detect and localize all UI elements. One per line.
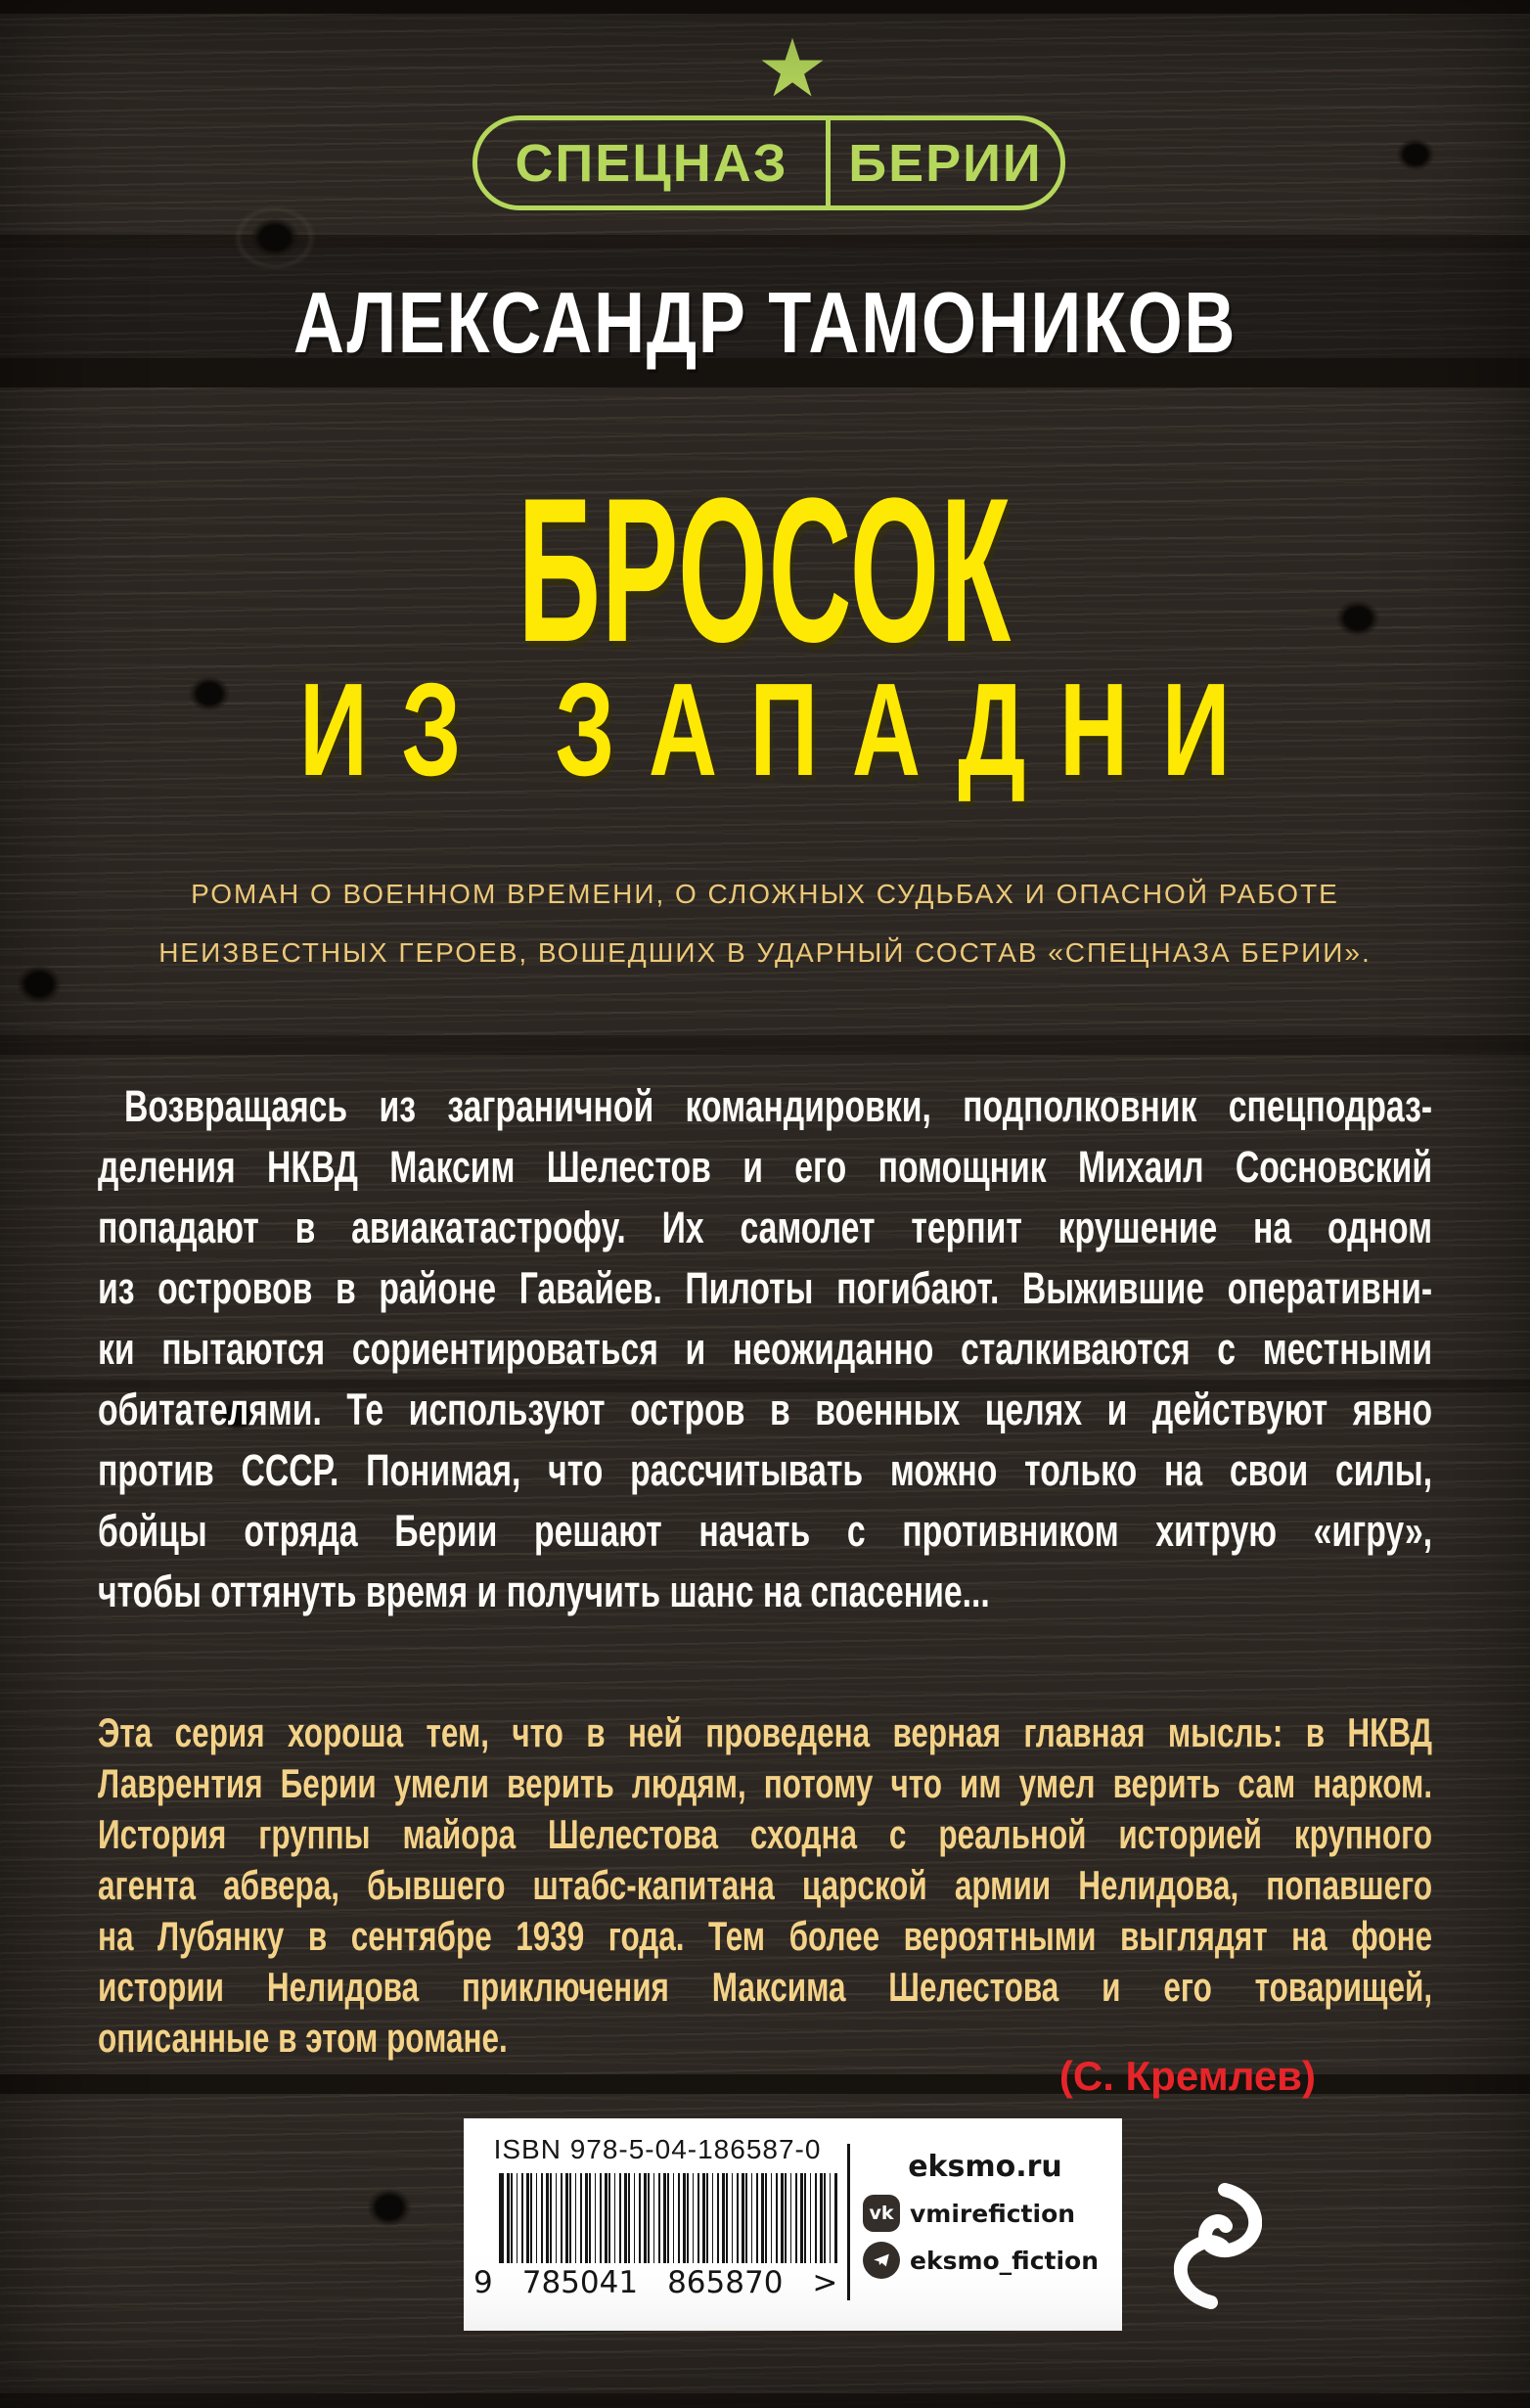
barcode-group2: 865870 xyxy=(667,2265,784,2300)
review-line: Лаврентия Берии умели верить людям, потому что им умел верить сам нарком. xyxy=(98,1760,1433,1806)
vk-row xyxy=(863,2195,1123,2232)
star-icon: ★ xyxy=(756,23,829,115)
author-name: АЛЕКСАНДР ТАМОНИКОВ xyxy=(292,274,1238,371)
telegram-handle: eksmo_fiction xyxy=(910,2246,1100,2275)
review-line: История группы майора Шелестова сходна с реальной историей крупного xyxy=(98,1811,1433,1857)
book-title-line2: ИЗ ЗАПАДНИ xyxy=(299,656,1265,803)
series-badge-right: БЕРИИ xyxy=(848,133,1043,193)
telegram-row xyxy=(863,2242,1123,2279)
vk-handle: vmirefiction xyxy=(910,2199,1076,2228)
synopsis-line: ки пытаются сориентироваться и неожиданно сталкиваются с местными xyxy=(98,1324,1433,1374)
review-line: описанные в этом романе. xyxy=(98,2015,508,2061)
synopsis-line: обитателями. Те используют остров в военных целях и действуют явно xyxy=(98,1385,1433,1434)
telegram-icon xyxy=(863,2242,900,2279)
footer-divider xyxy=(847,2144,850,2300)
isbn-barcode-box xyxy=(464,2118,1122,2331)
publisher-website: eksmo.ru xyxy=(908,2150,1062,2184)
synopsis-line: попадают в авиакатастрофу. Их самолет терпит крушение на одном xyxy=(98,1203,1433,1252)
review-line: истории Нелидова приключения Максима Шелестова и его товарищей, xyxy=(98,1964,1433,2010)
isbn-number: ISBN 978-5-04-186587-0 xyxy=(493,2134,822,2164)
review-line: на Лубянку в сентябре 1939 года. Тем более вероятными выглядят на фоне xyxy=(98,1913,1433,1959)
eksmo-logo-icon xyxy=(1174,2180,1262,2312)
synopsis-line: деления НКВД Максим Шелестов и его помощник Михаил Сосновский xyxy=(98,1142,1433,1192)
review-line: агента абвера, бывшего штабс-капитана царской армии Нелидова, попавшего xyxy=(98,1862,1433,1908)
review-attribution: (С. Кремлев) xyxy=(1058,2053,1316,2099)
synopsis-line: чтобы оттянуть время и получить шанс на спасение... xyxy=(98,1567,990,1616)
synopsis xyxy=(98,1076,1432,1622)
vk-icon-glyph: vk xyxy=(869,2203,894,2224)
vk-icon xyxy=(863,2195,900,2232)
series-badge-left: СПЕЦНАЗ xyxy=(515,133,788,193)
barcode-digits xyxy=(473,2265,857,2300)
barcode-group1: 785041 xyxy=(521,2265,639,2300)
tagline-line1: РОМАН О ВОЕННОМ ВРЕМЕНИ, О СЛОЖНЫХ СУДЬБАХ И ОПАСНОЙ РАБОТЕ xyxy=(191,879,1339,909)
series-badge xyxy=(472,115,1065,210)
synopsis-line: Возвращаясь из заграничной командировки, подполковник спецподраз- xyxy=(123,1081,1433,1131)
series-tagline xyxy=(0,865,1530,982)
synopsis-line: из островов в районе Гавайев. Пилоты погибают. Выжившие оперативни- xyxy=(98,1263,1433,1313)
review-quote xyxy=(98,1707,1432,2064)
barcode xyxy=(499,2173,837,2263)
review-line: Эта серия хороша тем, что в ней проведена верная главная мысль: в НКВД xyxy=(98,1709,1433,1755)
book-title-line1: БРОСОК xyxy=(518,455,1012,685)
tagline-line2: НЕИЗВЕСТНЫХ ГЕРОЕВ, ВОШЕДШИХ В УДАРНЫЙ СОСТАВ «СПЕЦНАЗА БЕРИИ». xyxy=(158,937,1372,968)
synopsis-line: бойцы отряда Берии решают начать с противником хитрую «игру», xyxy=(98,1506,1433,1556)
barcode-lead-digit: 9 xyxy=(473,2265,493,2300)
barcode-tail: > xyxy=(812,2265,838,2300)
synopsis-line: против СССР. Понимая, что рассчитывать можно только на свои силы, xyxy=(98,1445,1433,1495)
paper-plane-glyph xyxy=(871,2249,892,2271)
